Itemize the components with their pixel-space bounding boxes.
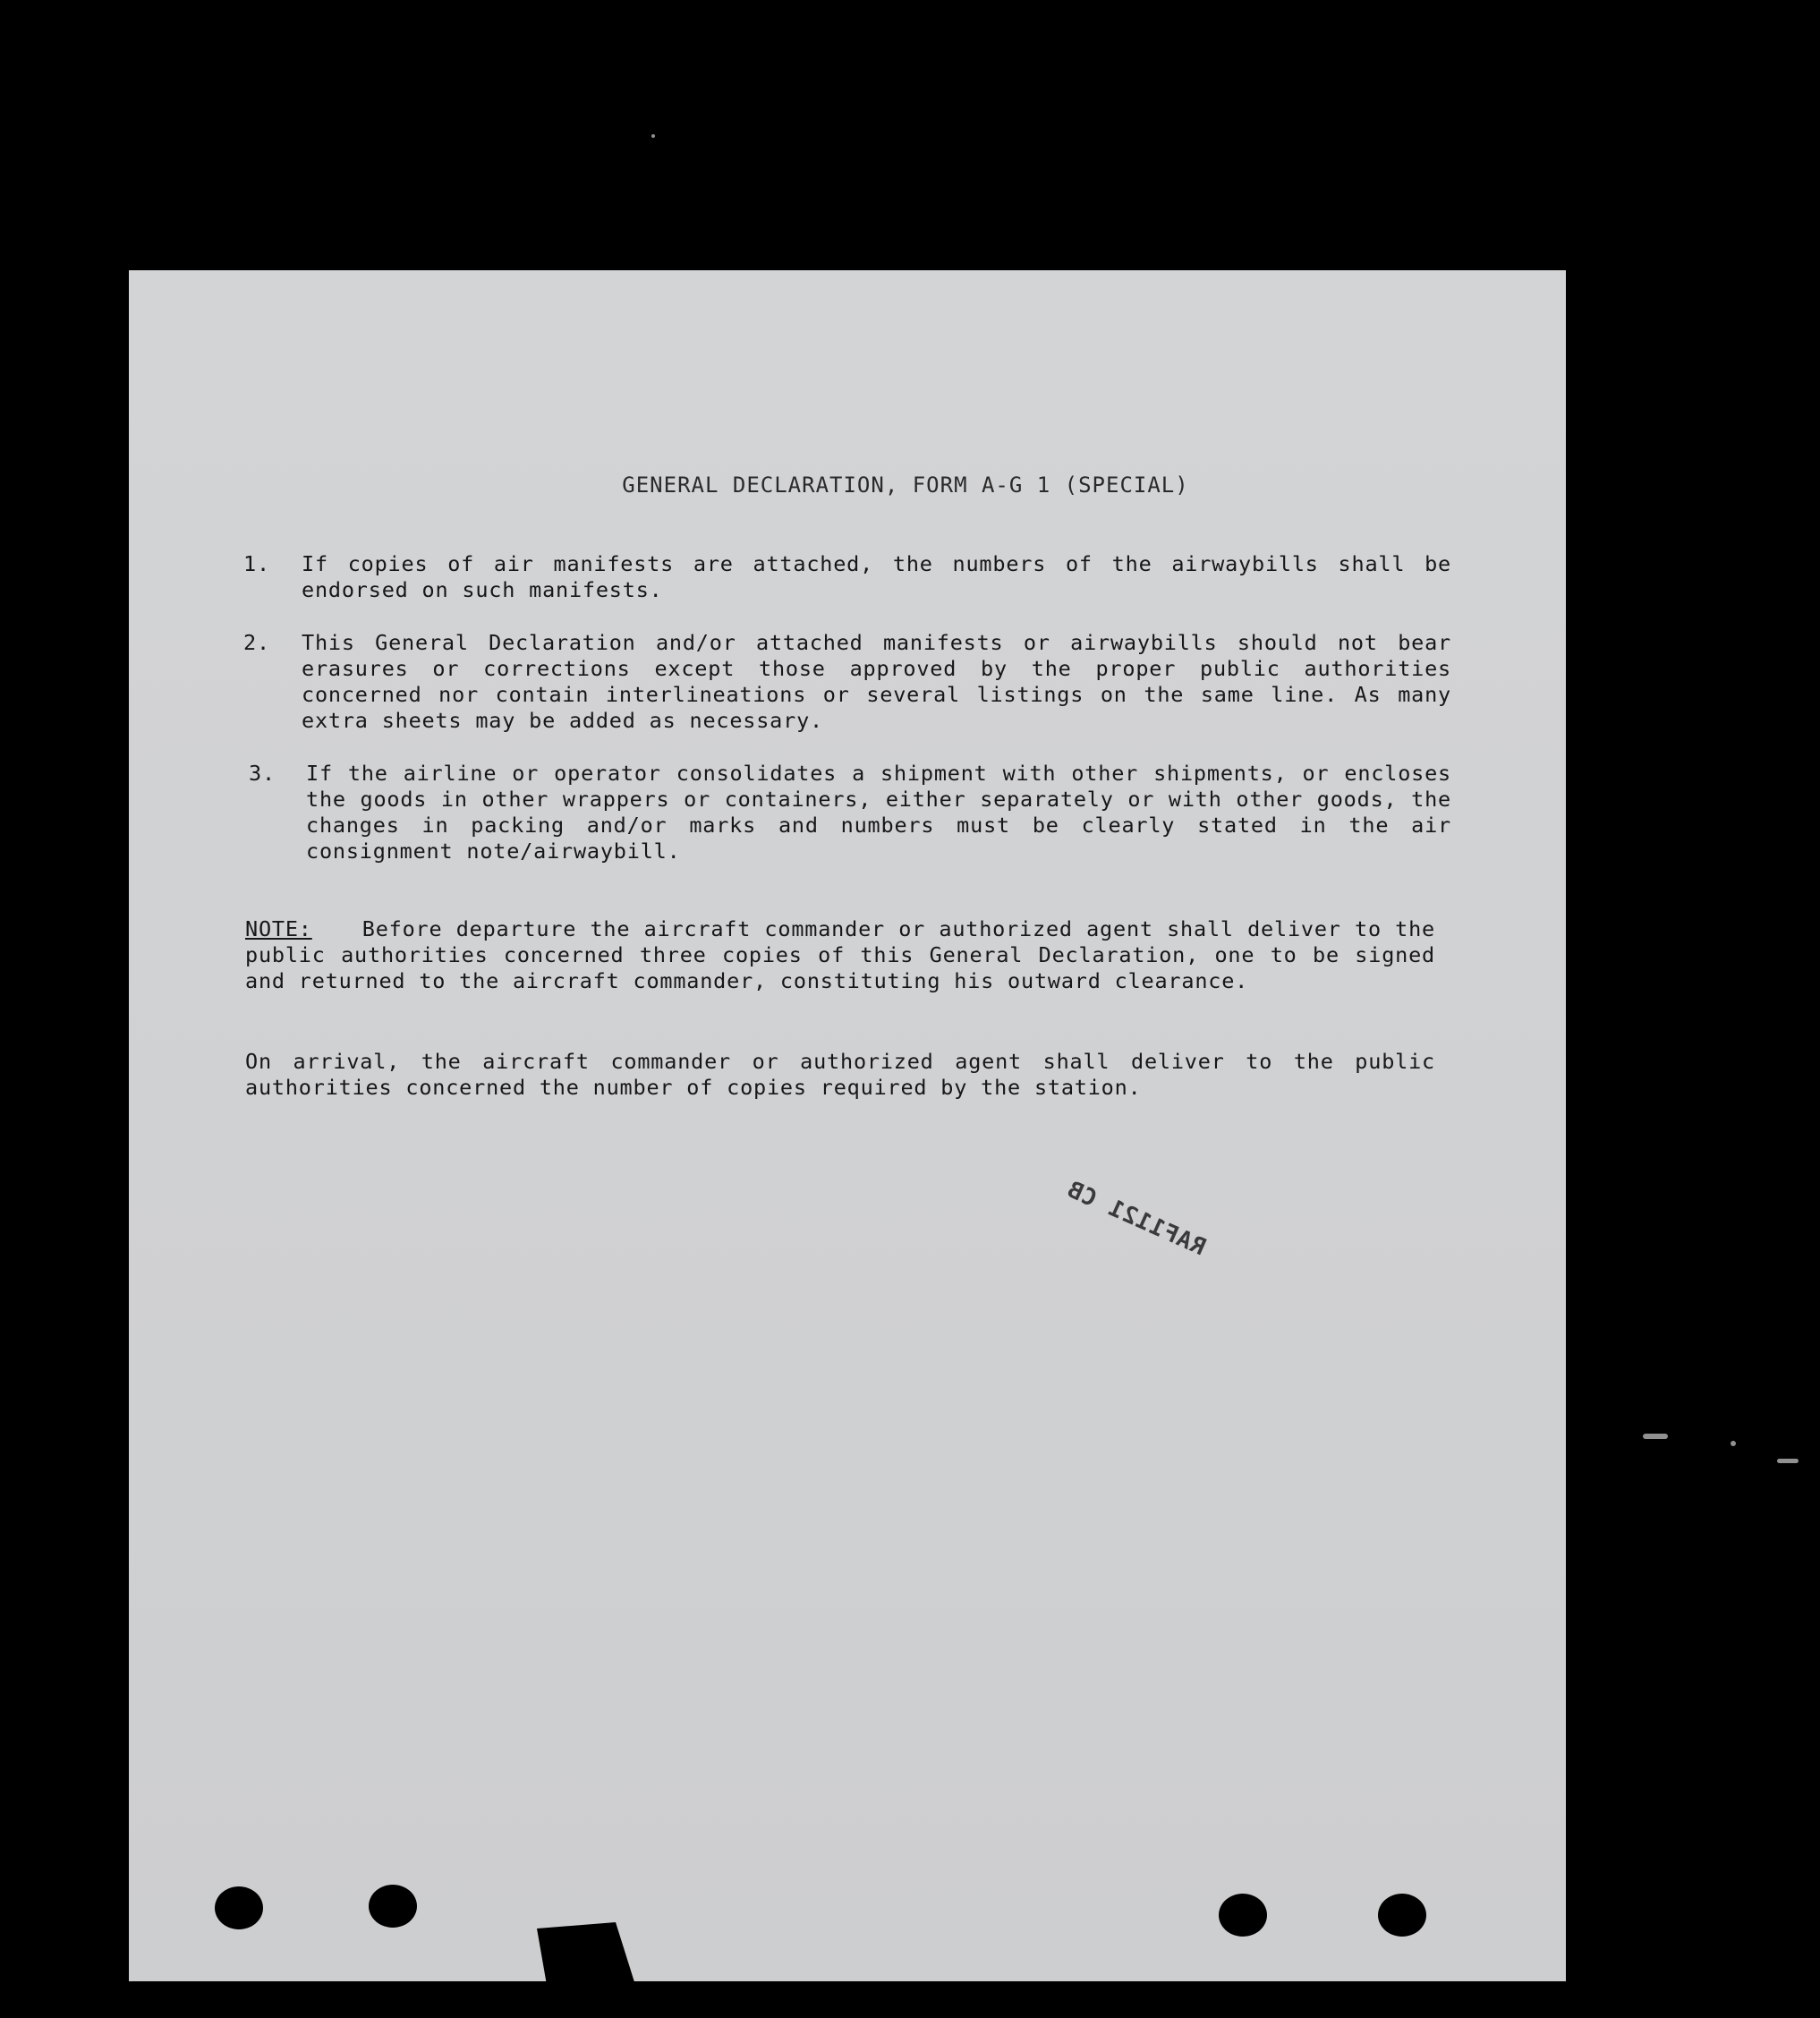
punch-hole <box>369 1885 417 1928</box>
punch-hole <box>1378 1894 1426 1937</box>
note-label: NOTE: <box>245 916 312 941</box>
punch-hole <box>1219 1894 1267 1937</box>
document-title: GENERAL DECLARATION, FORM A-G 1 (SPECIAL) <box>622 473 1189 498</box>
item-text: If copies of air manifests are attached, the numbers of the airwaybills shall be endorsed on such manifests. <box>302 551 1451 602</box>
note-text: Before departure the aircraft commander or authorized agent shall deliver to the public authorities concerned three copies of this General Declaration, one to be signed and returned to the aircraft commander, constituting his outward clearance. <box>245 916 1435 993</box>
item-number: 2. <box>243 630 270 655</box>
dust-speck <box>1777 1459 1799 1463</box>
document-page <box>129 270 1566 1981</box>
item-text: If the airline or operator consolidates a shipment with other shipments, or encloses the goods in other wrappers or containers, either separately or with other goods, the changes in packing and/or marks and numbers must be clearly stated in the air consignment note/airwaybill. <box>306 761 1451 864</box>
list-item-2 <box>243 630 1451 734</box>
dust-speck <box>1731 1441 1736 1446</box>
dust-speck <box>1643 1434 1668 1439</box>
note-paragraph <box>245 916 1435 994</box>
item-text: This General Declaration and/or attached manifests or airwaybills should not bear erasures or corrections except those approved by the proper public authorities concerned nor contain interlineations or several listings on the same line. As many extra sheets may be added as necessary. <box>302 630 1451 733</box>
dust-speck <box>651 134 655 138</box>
punch-hole <box>215 1886 263 1929</box>
arrival-paragraph: On arrival, the aircraft commander or authorized agent shall deliver to the public authorities concerned the number of copies required by the station. <box>245 1049 1435 1100</box>
item-number: 1. <box>243 551 270 576</box>
list-item-3 <box>243 761 1451 864</box>
list-item-1 <box>243 551 1451 603</box>
binding-notch <box>537 1922 635 1985</box>
item-number: 3. <box>249 761 276 786</box>
ink-stamp: RAF1121 CB <box>1062 1176 1210 1262</box>
